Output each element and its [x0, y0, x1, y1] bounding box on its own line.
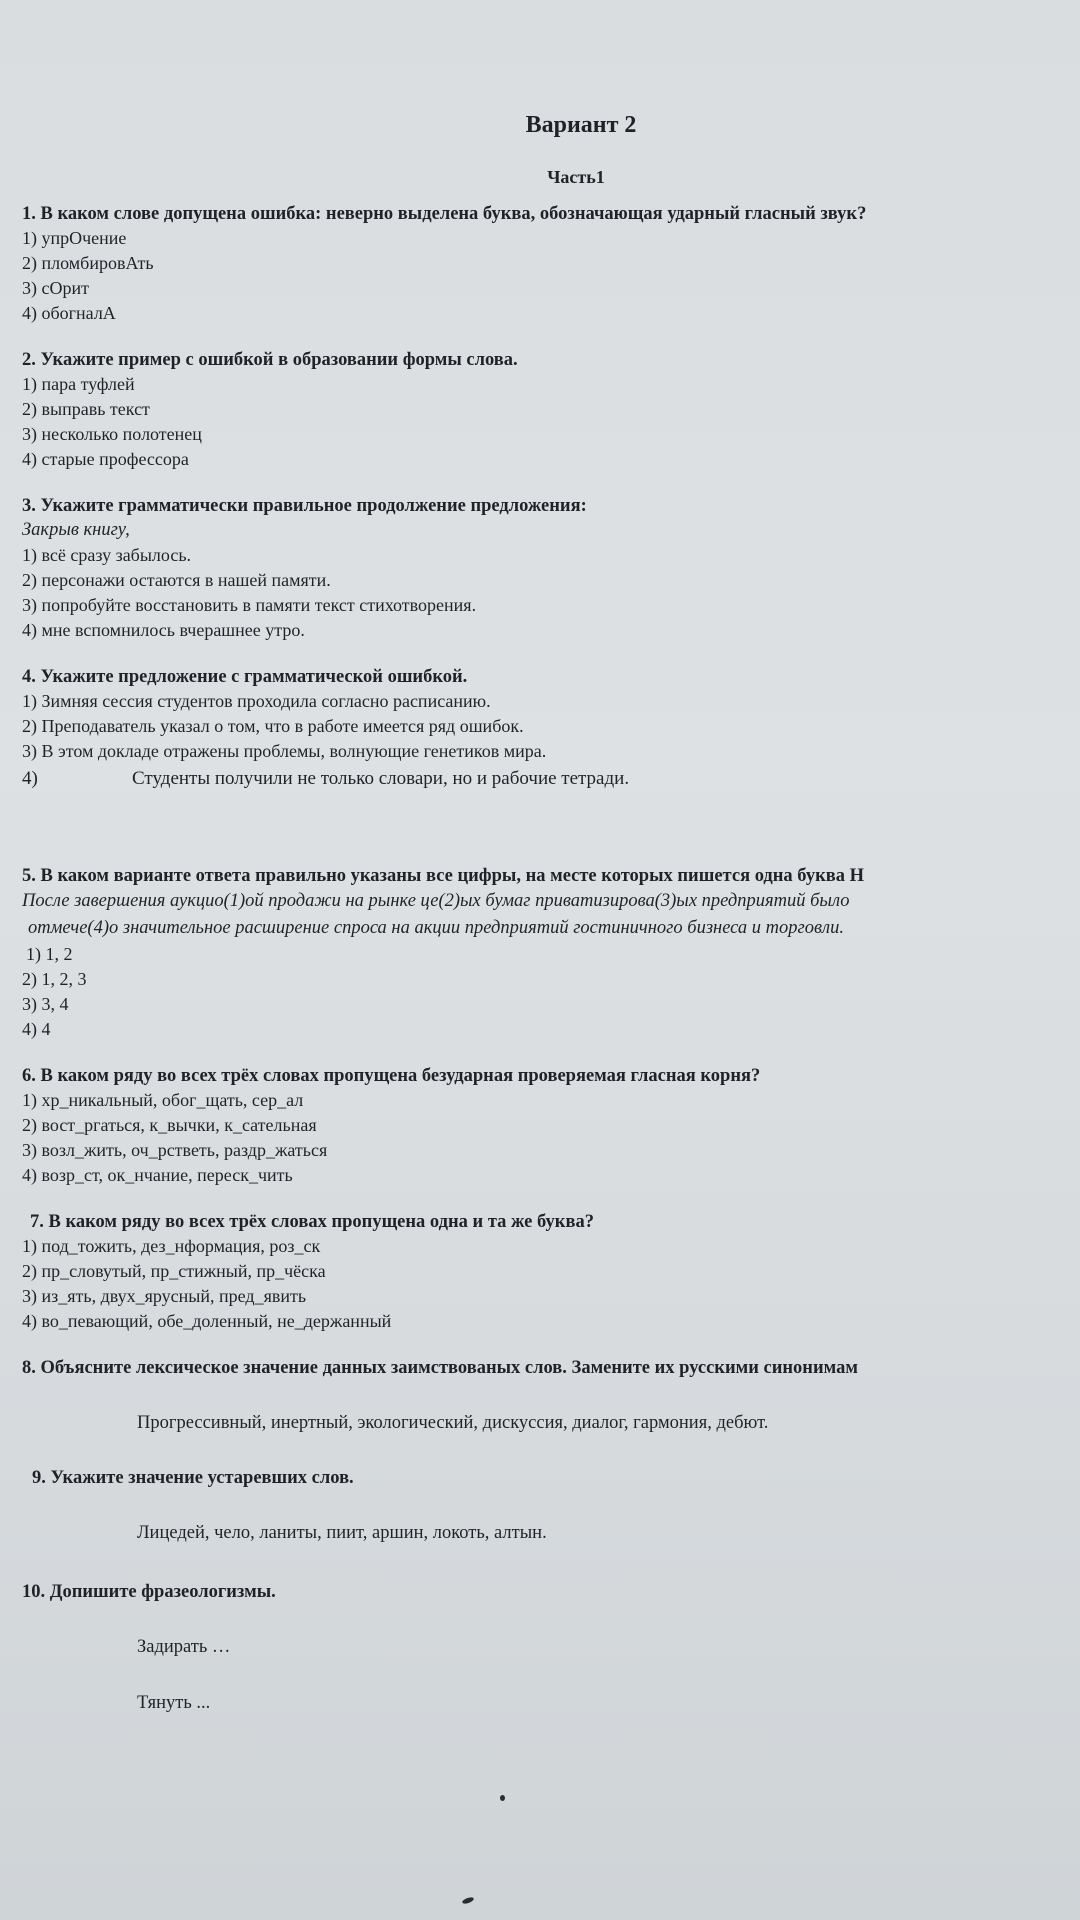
question-3-option-2: 2) персонажи остаются в нашей памяти. [22, 570, 331, 590]
question-4-option-2: 2) Преподаватель указал о том, что в работе имеется ряд ошибок. [22, 716, 524, 736]
question-6-text: 6. В каком ряду во всех трёх словах пропущена безударная проверяемая гласная корня? [22, 1066, 761, 1086]
question-2-option-2: 2) выправь текст [22, 399, 150, 419]
question-4-option-4-text: Студенты получили не только словари, но и рабочие тетради. [132, 768, 630, 789]
question-2-option-1: 1) пара туфлей [22, 374, 135, 394]
question-6-option-3: 3) возл_жить, оч_рстветь, раздр_жаться [22, 1140, 328, 1160]
question-3-intro: Закрыв книгу, [22, 520, 130, 540]
ink-mark [462, 1896, 475, 1905]
question-5-option-1: 1) 1, 2 [26, 944, 73, 964]
question-3-text: 3. Укажите грамматически правильное продолжение предложения: [22, 496, 587, 516]
question-3-option-3: 3) попробуйте восстановить в памяти текст стихотворения. [22, 595, 477, 615]
question-7-option-2: 2) пр_словутый, пр_стижный, пр_чёска [22, 1261, 326, 1281]
document-title: Вариант 2 [525, 112, 637, 138]
question-4 [22, 665, 1080, 794]
question-7-option-3: 3) из_ять, двух_ярусный, пред_явить [22, 1286, 307, 1306]
question-8 [22, 1356, 1080, 1436]
question-9 [22, 1466, 1080, 1546]
question-8-words: Прогрессивный, инертный, экологический, дискуссия, диалог, гармония, дебют. [137, 1413, 769, 1433]
question-1 [22, 202, 1080, 326]
question-8-text: 8. Объясните лексическое значение данных заимствованых слов. Замените их русскими синонимам [22, 1358, 858, 1378]
question-4-text: 4. Укажите предложение с грамматической ошибкой. [22, 667, 468, 687]
question-5 [22, 864, 1080, 1042]
question-10-phrase-1: Задирать … [137, 1637, 231, 1657]
question-2-option-4: 4) старые профессора [22, 449, 189, 469]
question-5-passage-line-2: отмече(4)о значительное расширение спроса на акции предприятий гостиничного бизнеса и торговли. [28, 918, 844, 938]
question-3 [22, 494, 1080, 643]
question-3-option-4: 4) мне вспомнилось вчерашнее утро. [22, 620, 305, 640]
question-7-option-4: 4) во_певающий, обе_доленный, не_держанный [22, 1311, 392, 1331]
part-heading: Часть1 [547, 167, 605, 187]
question-2 [22, 348, 1080, 472]
question-9-text: 9. Укажите значение устаревших слов. [32, 1468, 354, 1488]
question-6-option-1: 1) хр_никальный, обог_щать, сер_ал [22, 1090, 304, 1110]
question-2-text: 2. Укажите пример с ошибкой в образовании формы слова. [22, 350, 518, 370]
question-3-option-1: 1) всё сразу забылось. [22, 545, 192, 565]
document-body [22, 112, 1080, 1738]
question-6 [22, 1064, 1080, 1188]
question-4-option-1: 1) Зимняя сессия студентов проходила согласно расписанию. [22, 691, 491, 711]
question-4-option-4 [22, 764, 1080, 794]
ink-dot [500, 1795, 505, 1801]
question-1-option-2: 2) пломбировАть [22, 253, 154, 273]
question-1-option-1: 1) упрОчение [22, 228, 127, 248]
question-6-option-2: 2) вост_ргаться, к_вычки, к_сательная [22, 1115, 317, 1135]
question-7 [22, 1210, 1080, 1334]
question-5-text: 5. В каком варианте ответа правильно указаны все цифры, на месте которых пишется одна буква Н [22, 866, 865, 886]
question-9-words: Лицедей, чело, ланиты, пиит, аршин, локоть, алтын. [137, 1523, 547, 1543]
question-6-option-4: 4) возр_ст, ок_нчание, переск_чить [22, 1165, 293, 1185]
question-5-passage-line-1: После завершения аукцио(1)ой продажи на рынке це(2)ых бумаг приватизирова(3)ых предприятий было [22, 891, 850, 911]
question-4-option-4-number: 4) [22, 768, 38, 789]
question-1-option-4: 4) обогналА [22, 303, 116, 323]
question-1-text: 1. В каком слове допущена ошибка: неверно выделена буква, обозначающая ударный гласный звук? [22, 204, 867, 224]
question-10-text: 10. Допишите фразеологизмы. [22, 1582, 276, 1602]
question-4-option-3: 3) В этом докладе отражены проблемы, волнующие генетиков мира. [22, 741, 547, 761]
question-7-option-1: 1) под_тожить, дез_нформация, роз_ск [22, 1236, 321, 1256]
question-5-option-2: 2) 1, 2, 3 [22, 969, 87, 989]
question-5-option-3: 3) 3, 4 [22, 994, 69, 1014]
question-5-option-4: 4) 4 [22, 1019, 51, 1039]
question-2-option-3: 3) несколько полотенец [22, 424, 202, 444]
question-10-phrase-2: Тянуть ... [137, 1693, 211, 1713]
question-1-option-3: 3) сОрит [22, 278, 89, 298]
question-7-text: 7. В каком ряду во всех трёх словах пропущена одна и та же буква? [30, 1212, 594, 1232]
question-10 [22, 1580, 1080, 1716]
